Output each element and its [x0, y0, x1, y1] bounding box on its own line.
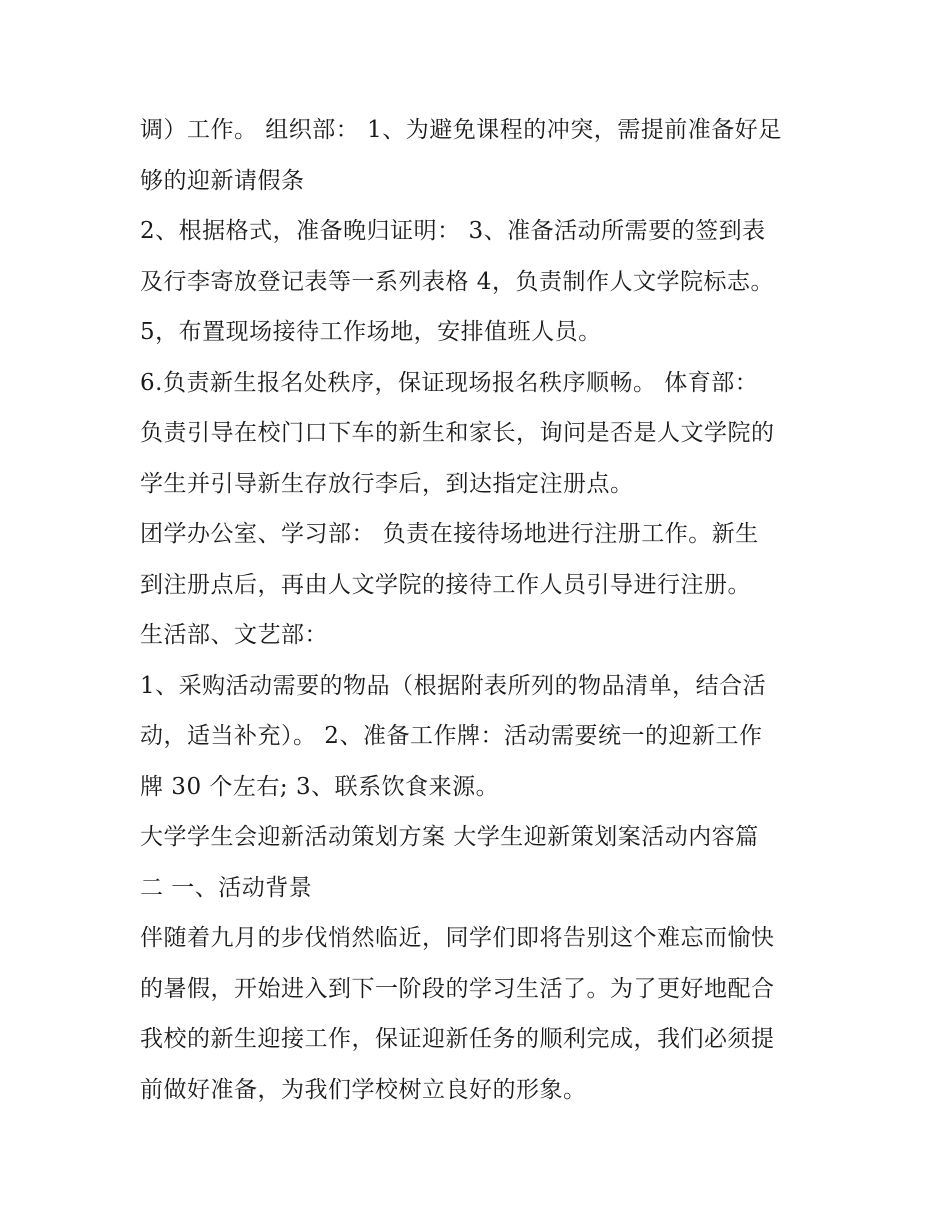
text-line: 1、采购活动需要的物品（根据附表所列的物品清单，结合活 — [140, 672, 767, 699]
text-line: 2、根据格式，准备晚归证明： 3、准备活动所需要的签到表 — [140, 218, 766, 244]
text-line: 前做好准备，为我们学校树立良好的形象。 — [140, 1076, 587, 1103]
text-line: 负责引导在校门口下车的新生和家长，询问是否是人文学院的 — [140, 420, 775, 446]
text-line: 到注册点后，再由人文学院的接待工作人员引导进行注册。 — [140, 571, 751, 598]
text-line: 调）工作。 组织部： 1、为避免课程的冲突，需提前准备好足 — [140, 117, 782, 143]
text-line: 我校的新生迎接工作，保证迎新任务的顺利完成，我们必须提 — [140, 1026, 775, 1052]
text-line: 5，布置现场接待工作场地，安排值班人员。 — [140, 319, 602, 345]
text-line: 6.负责新生报名处秩序，保证现场报名秩序顺畅。 体育部： — [140, 369, 759, 396]
section-heading: 大学学生会迎新活动策划方案 大学生迎新策划案活动内容篇 — [140, 824, 759, 850]
document-body — [140, 105, 830, 1115]
text-line: 牌 30 个左右; 3、联系饮食来源。 — [140, 773, 500, 800]
text-line: 学生并引导新生存放行李后，到达指定注册点。 — [140, 470, 634, 497]
text-line: 动，适当补充）。 2、准备工作牌：活动需要统一的迎新工作 — [140, 723, 763, 749]
text-line: 的暑假，开始进入到下一阶段的学习生活了。为了更好地配合 — [140, 975, 775, 1002]
text-line: 伴随着九月的步伐悄然临近，同学们即将告别这个难忘而愉快 — [140, 925, 775, 951]
text-line: 团学办公室、学习部： 负责在接待场地进行注册工作。新生 — [140, 521, 759, 547]
section-heading: 二 一、活动背景 — [140, 874, 313, 901]
text-line: 够的迎新请假条 — [140, 167, 305, 194]
section-heading: 生活部、文艺部： — [140, 622, 328, 648]
text-line: 及行李寄放登记表等一系列表格 4，负责制作人文学院标志。 — [140, 268, 774, 295]
